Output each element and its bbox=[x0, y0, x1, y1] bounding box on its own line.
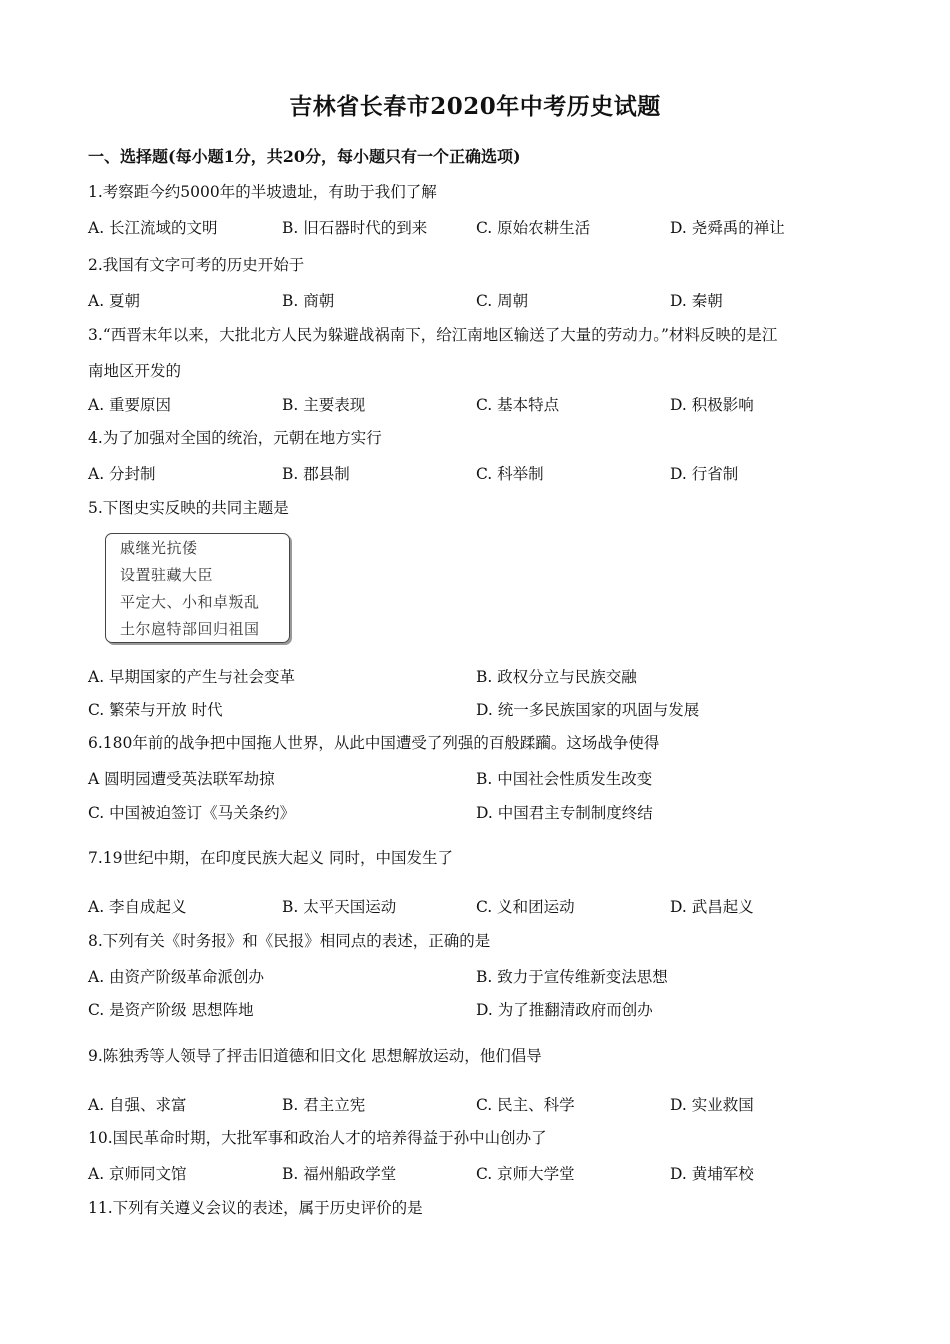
q3-option-c: C. 基本特点 bbox=[476, 396, 560, 414]
q6-option-c: C. 中国被迫签订《马关条约》 bbox=[88, 804, 296, 822]
q9-option-b: B. 君主立宪 bbox=[282, 1096, 366, 1114]
question-5-stem: 5.下图史实反映的共同主题是 bbox=[88, 499, 289, 517]
figure-item-4: 土尔扈特部回归祖国 bbox=[120, 620, 260, 638]
figure-item-2: 设置驻藏大臣 bbox=[120, 566, 214, 584]
q1-option-b: B. 旧石器时代的到来 bbox=[282, 219, 428, 237]
page-title: 吉林省长春市2020年中考历史试题 bbox=[289, 93, 661, 120]
figure-item-3: 平定大、小和卓叛乱 bbox=[120, 593, 260, 611]
q2-option-a: A. 夏朝 bbox=[88, 292, 141, 310]
q6-option-d: D. 中国君主专制制度终结 bbox=[476, 804, 653, 822]
q8-option-c: C. 是资产阶级 思想阵地 bbox=[88, 1001, 254, 1019]
question-3-stem-line-1: 3.“西晋末年以来，大批北方人民为躲避战祸南下，给江南地区输送了大量的劳动力。”材料反映的是江 bbox=[88, 326, 778, 344]
q9-option-c: C. 民主、科学 bbox=[476, 1096, 575, 1114]
q10-option-a: A. 京师同文馆 bbox=[88, 1165, 187, 1183]
q4-option-a: A. 分封制 bbox=[88, 465, 156, 483]
question-6-stem: 6.180年前的战争把中国拖人世界，从此中国遭受了列强的百般蹂躏。这场战争使得 bbox=[88, 734, 660, 752]
q1-option-d: D. 尧舜禹的禅让 bbox=[670, 219, 785, 237]
q8-option-b: B. 致力于宣传维新变法思想 bbox=[476, 968, 668, 986]
question-8-stem: 8.下列有关《时务报》和《民报》相同点的表述，正确的是 bbox=[88, 932, 491, 950]
question-9-stem: 9.陈独秀等人领导了抨击旧道德和旧文化 思想解放运动，他们倡导 bbox=[88, 1047, 542, 1065]
q9-option-a: A. 自强、求富 bbox=[88, 1096, 187, 1114]
q5-option-b: B. 政权分立与民族交融 bbox=[476, 668, 637, 686]
q8-option-a: A. 由资产阶级革命派创办 bbox=[88, 968, 265, 986]
question-1-stem: 1.考察距今约5000年的半坡遗址，有助于我们了解 bbox=[88, 183, 437, 201]
q5-option-d: D. 统一多民族国家的巩固与发展 bbox=[476, 701, 700, 719]
q6-option-b: B. 中国社会性质发生改变 bbox=[476, 770, 653, 788]
q2-option-c: C. 周朝 bbox=[476, 292, 529, 310]
q3-option-a: A. 重要原因 bbox=[88, 396, 172, 414]
question-7-stem: 7.19世纪中期，在印度民族大起义 同时，中国发生了 bbox=[88, 849, 453, 867]
q7-option-b: B. 太平天国运动 bbox=[282, 898, 397, 916]
q7-option-a: A. 李自成起义 bbox=[88, 898, 187, 916]
question-4-stem: 4.为了加强对全国的统治，元朝在地方实行 bbox=[88, 429, 382, 447]
q4-option-b: B. 郡县制 bbox=[282, 465, 350, 483]
q9-option-d: D. 实业救国 bbox=[670, 1096, 754, 1114]
q7-option-d: D. 武昌起义 bbox=[670, 898, 754, 916]
figure-item-1: 戚继光抗倭 bbox=[120, 539, 198, 557]
q3-option-d: D. 积极影响 bbox=[670, 396, 754, 414]
question-10-stem: 10.国民革命时期，大批军事和政治人才的培养得益于孙中山创办了 bbox=[88, 1129, 547, 1147]
q8-option-d: D. 为了推翻清政府而创办 bbox=[476, 1001, 653, 1019]
q1-option-a: A. 长江流域的文明 bbox=[88, 219, 218, 237]
q1-option-c: C. 原始农耕生活 bbox=[476, 219, 591, 237]
q4-option-d: D. 行省制 bbox=[670, 465, 739, 483]
question-3-stem-line-2: 南地区开发的 bbox=[88, 362, 182, 380]
q2-option-d: D. 秦朝 bbox=[670, 292, 723, 310]
history-facts-figure bbox=[105, 533, 290, 643]
question-11-stem: 11.下列有关遵义会议的表述，属于历史评价的是 bbox=[88, 1199, 423, 1217]
q10-option-d: D. 黄埔军校 bbox=[670, 1165, 754, 1183]
q7-option-c: C. 义和团运动 bbox=[476, 898, 575, 916]
q5-option-a: A. 早期国家的产生与社会变革 bbox=[88, 668, 296, 686]
question-2-stem: 2.我国有文字可考的历史开始于 bbox=[88, 256, 305, 274]
q10-option-c: C. 京师大学堂 bbox=[476, 1165, 575, 1183]
q3-option-b: B. 主要表现 bbox=[282, 396, 366, 414]
q5-option-c: C. 繁荣与开放 时代 bbox=[88, 701, 223, 719]
q4-option-c: C. 科举制 bbox=[476, 465, 544, 483]
q2-option-b: B. 商朝 bbox=[282, 292, 335, 310]
section-heading: 一、选择题(每小题1分，共20分，每小题只有一个正确选项) bbox=[88, 147, 521, 166]
q6-option-a: A 圆明园遭受英法联军劫掠 bbox=[88, 770, 275, 788]
q10-option-b: B. 福州船政学堂 bbox=[282, 1165, 397, 1183]
